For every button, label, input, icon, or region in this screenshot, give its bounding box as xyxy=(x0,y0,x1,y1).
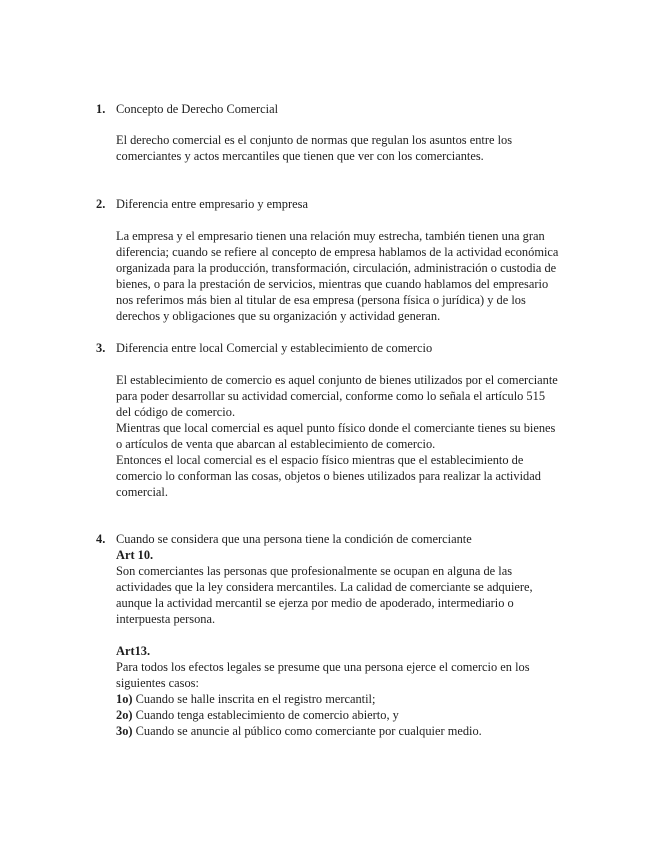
body-line: derechos y obligaciones que su organización y actividad generan. xyxy=(116,309,441,323)
article-heading: Art 10. xyxy=(116,548,154,562)
paragraph-gap xyxy=(116,627,533,643)
case-item xyxy=(116,707,533,723)
section-number: 3. xyxy=(96,341,106,355)
body-line: actividades que la ley considera mercantiles. La calidad de comerciante se adquiere, xyxy=(116,580,533,594)
section-number: 2. xyxy=(96,197,106,211)
case-item xyxy=(116,723,533,739)
body-line: aunque la actividad mercantil se ejerza por medio de apoderado, intermediario o xyxy=(116,596,514,610)
body-line: Mientras que local comercial es aquel punto físico donde el comerciante tienes su bienes xyxy=(116,421,556,435)
case-label: 3o) xyxy=(116,724,133,738)
body-line: nos referimos más bien al titular de esa empresa (persona física o jurídica) y de los xyxy=(116,293,526,307)
body-line: comerciantes y actos mercantiles que tienen que ver con los comerciantes. xyxy=(116,149,484,163)
body-line: o artículos de venta que abarcan al establecimiento de comercio. xyxy=(116,437,436,451)
case-label: 1o) xyxy=(116,692,133,706)
body-line: para poder desarrollar su actividad comercial, conforme como lo señala el artículo 515 xyxy=(116,389,546,403)
body-line: comercio lo conforman las cosas, objetos o bienes utilizados para realizar la actividad xyxy=(116,469,541,483)
body-line: organizada para la producción, transformación, circulación, administración o custodia de xyxy=(116,261,557,275)
case-label: 2o) xyxy=(116,708,133,722)
case-text: Cuando se anuncie al público como comerciante por cualquier medio. xyxy=(132,724,482,738)
body-line: Para todos los efectos legales se presume que una persona ejerce el comercio en los xyxy=(116,660,530,674)
body-line: comercial. xyxy=(116,485,168,499)
section-title: Concepto de Derecho Comercial xyxy=(116,102,279,116)
body-line: Entonces el local comercial es el espacio físico mientras que el establecimiento de xyxy=(116,453,524,467)
section-number: 4. xyxy=(96,532,106,546)
case-text: Cuando se halle inscrita en el registro mercantil; xyxy=(132,692,376,706)
body-line: interpuesta persona. xyxy=(116,612,216,626)
body-line: El establecimiento de comercio es aquel conjunto de bienes utilizados por el comerciante xyxy=(116,373,558,387)
case-text: Cuando tenga establecimiento de comercio abierto, y xyxy=(132,708,399,722)
body-line: La empresa y el empresario tienen una relación muy estrecha, también tienen una gran xyxy=(116,229,545,243)
case-item xyxy=(116,691,533,707)
article-heading: Art13. xyxy=(116,644,151,658)
body-line: bienes, o para la prestación de servicios, mientras que cuando hablamos del empresario xyxy=(116,277,549,291)
section-number: 1. xyxy=(96,102,106,116)
body-line: Son comerciantes las personas que profesionalmente se ocupan en alguna de las xyxy=(116,564,513,578)
section-title: Diferencia entre empresario y empresa xyxy=(116,197,308,211)
section-body xyxy=(116,132,512,164)
body-line: del código de comercio. xyxy=(116,405,236,419)
section-body xyxy=(116,228,558,324)
section-title: Cuando se considera que una persona tiene la condición de comerciante xyxy=(116,532,472,546)
body-line: diferencia; cuando se refiere al concepto de empresa hablamos de la actividad económica xyxy=(116,245,559,259)
body-line: siguientes casos: xyxy=(116,676,199,690)
section-body xyxy=(116,547,533,739)
body-line: El derecho comercial es el conjunto de normas que regulan los asuntos entre los xyxy=(116,133,513,147)
section-body xyxy=(116,372,558,500)
section-title: Diferencia entre local Comercial y establecimiento de comercio xyxy=(116,341,433,355)
